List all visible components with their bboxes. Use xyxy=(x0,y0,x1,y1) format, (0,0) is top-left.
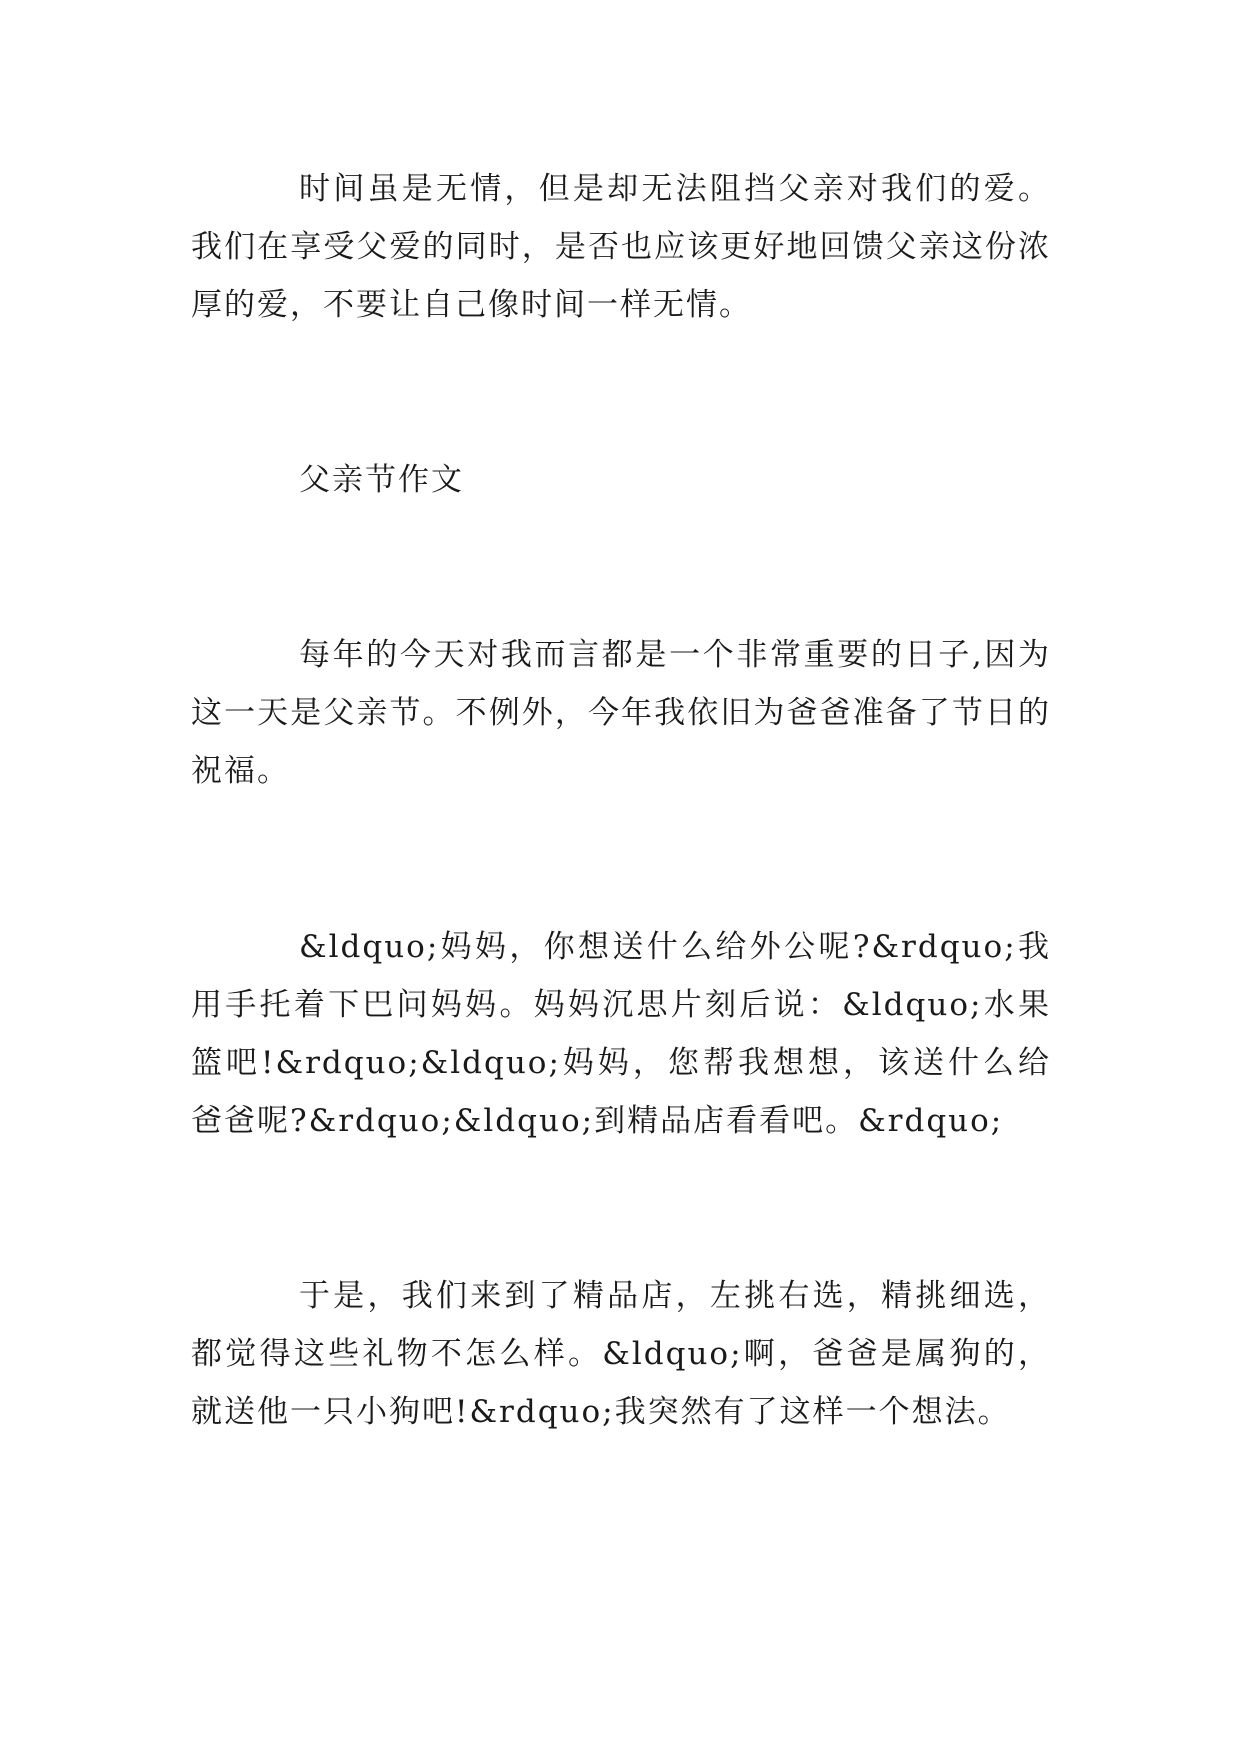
paragraph-intro: 时间虽是无情，但是却无法阻挡父亲对我们的爱。我们在享受父爱的同时，是否也应该更好地回馈父亲这份浓厚的爱，不要让自己像时间一样无情。 xyxy=(191,171,1051,323)
paragraph-3: 于是，我们来到了精品店，左挑右选，精挑细选，都觉得这些礼物不怎么样。&ldquo;啊，爸爸是属狗的，就送他一只小狗吧!&rdquo;我突然有了这样一个想法。 xyxy=(191,1278,1051,1430)
paragraph-1: 每年的今天对我而言都是一个非常重要的日子,因为这一天是父亲节。不例外，今年我依旧为爸爸准备了节日的祝福。 xyxy=(191,637,1051,789)
essay-title: 父亲节作文 xyxy=(299,462,464,498)
paragraph-2: &ldquo;妈妈，你想送什么给外公呢?&rdquo;我用手托着下巴问妈妈。妈妈沉思片刻后说：&ldquo;水果篮吧!&rdquo;&ldquo;妈妈，您帮我想想，该送什么给爸爸呢?&rdquo;&ldquo;到精品店看看吧。&rdquo; xyxy=(191,929,1051,1139)
